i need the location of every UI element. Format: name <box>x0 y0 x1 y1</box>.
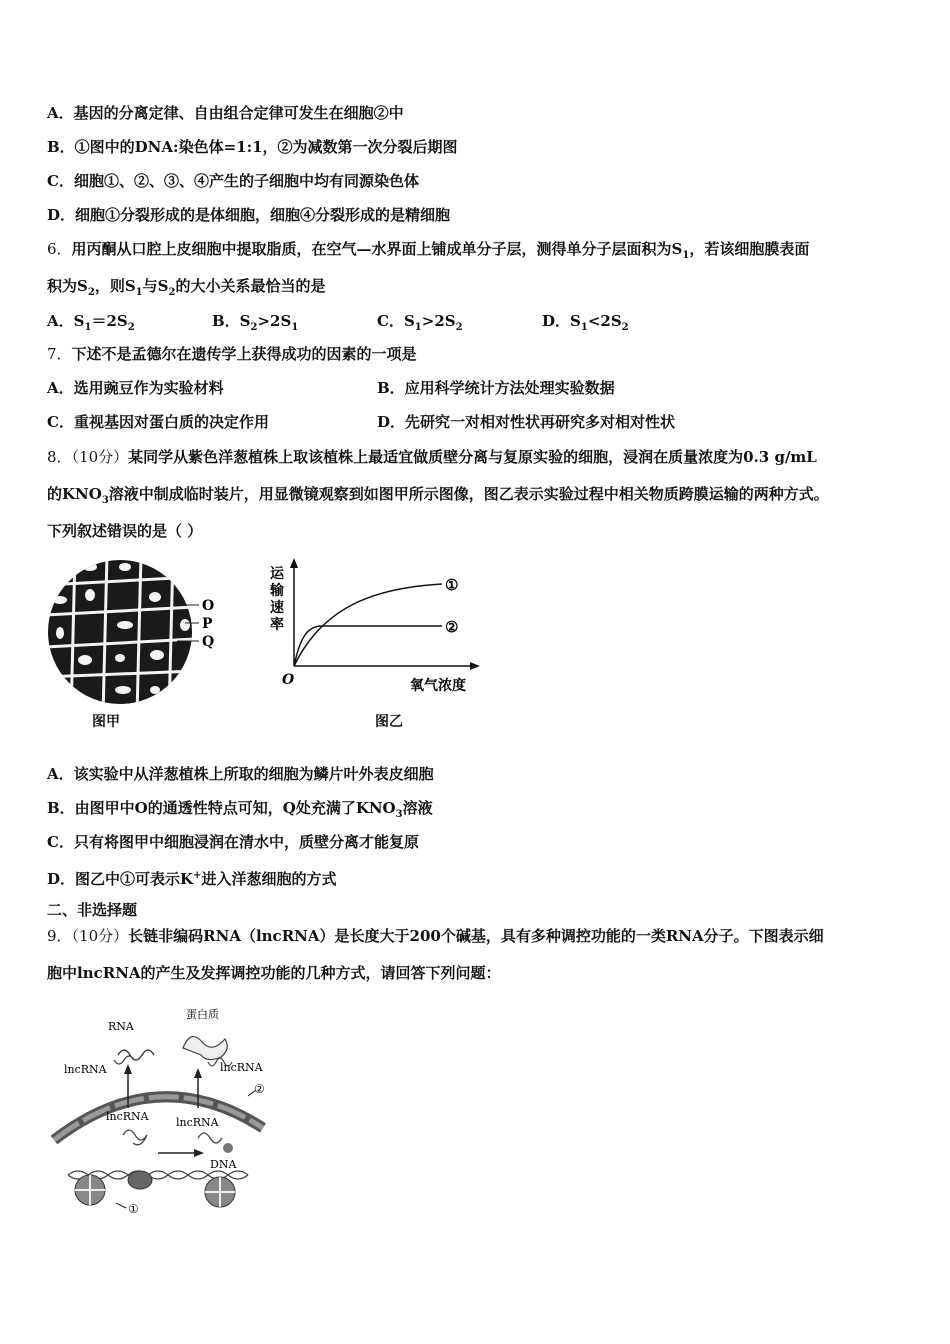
lncrna-strand-top-left <box>114 1056 134 1064</box>
label-lncrna-top-left: lncRNA <box>64 1063 107 1076</box>
figure-yi-graph <box>262 558 492 698</box>
x-axis-arrow <box>470 662 480 670</box>
q7-number: 7． <box>47 345 72 363</box>
label-lncrna-inner-right: lncRNA <box>176 1116 219 1129</box>
label-protein: 蛋白质 <box>186 1008 219 1021</box>
q6-stem-line2: 积为$S_2$，则$S_1$与$S_2$的大小关系最恰当的是 <box>47 277 326 298</box>
label-dna: DNA <box>210 1158 237 1171</box>
label-o: O <box>202 598 215 614</box>
q8-option-d: D．图乙中①可表示K+进入洋葱细胞的方式 <box>47 870 337 888</box>
q6-option-b: B．$S_2>2S_1$ <box>212 312 299 333</box>
ylabel-char-1: 运 <box>270 566 284 582</box>
process-arrow-head <box>194 1149 204 1157</box>
figure-jia-label: 图甲 <box>92 714 120 730</box>
label-lncrna-inner-left: lncRNA <box>106 1110 149 1123</box>
label-p: P <box>202 616 213 632</box>
q8-stem-line2: 的$KNO_3$溶液中制成临时装片，用显微镜观察到如图甲所示图像，图乙表示实验过程中相关物质跨膜运输的两种方式。 <box>47 485 829 506</box>
section-heading: 二、非选择题 <box>47 901 138 919</box>
marker-2: ② <box>254 1082 265 1096</box>
q5-option-c: C．细胞①、②、③、④产生的子细胞中均有同源染色体 <box>47 172 419 190</box>
ylabel-char-2: 输 <box>270 583 284 599</box>
protein-blob <box>183 1037 227 1060</box>
q7-option-a: A．选用豌豆作为实验材料 <box>47 379 224 397</box>
q9-stem-line2: 胞中lncRNA的产生及发挥调控功能的几种方式，请回答下列问题： <box>47 964 501 982</box>
q9-number: 9．（10分） <box>47 927 129 945</box>
q6-number: 6． <box>47 240 72 258</box>
curve-1 <box>294 584 442 666</box>
curve-2-label: ② <box>445 618 459 636</box>
q5-option-a: A．基因的分离定律、自由组合定律可发生在细胞②中 <box>47 104 404 122</box>
lncrna-strand-inner-left <box>123 1130 147 1145</box>
q7-option-d: D．先研究一对相对性状再研究多对相对性状 <box>377 413 676 431</box>
q6-option-d: D．$S_1<2S_2$ <box>542 312 629 333</box>
export-arrow-left-head <box>124 1064 132 1074</box>
polymerase-blob <box>128 1171 152 1189</box>
export-arrow-right-head <box>194 1068 202 1078</box>
q8-option-c: C．只有将图甲中细胞浸润在清水中，质壁分离才能复原 <box>47 833 419 851</box>
q8-number: 8．（10分） <box>47 448 129 466</box>
ylabel-char-3: 速 <box>270 600 284 616</box>
label-q: Q <box>202 634 215 650</box>
q8-option-a: A．该实验中从洋葱植株上所取的细胞为鳞片叶外表皮细胞 <box>47 765 434 783</box>
label-rna: RNA <box>108 1020 134 1033</box>
q8-stem-line1: 8．（10分）某同学从紫色洋葱植株上取该植株上最适宜做质壁分离与复原实验的细胞，浸润在质量浓度为0.3 g/mL <box>47 448 817 466</box>
y-axis-arrow <box>290 558 298 568</box>
q6-option-a: A．$S_1=2S_2$ <box>47 312 135 333</box>
origin-label: O <box>282 672 295 688</box>
label-lncrna-top-right: lncRNA <box>220 1061 263 1074</box>
ylabel-char-4: 率 <box>270 617 284 633</box>
q9-stem-line1: 9．（10分）长链非编码RNA（lncRNA）是长度大于200个碱基，具有多种调控功能的一类RNA分子。下图表示细 <box>47 927 824 945</box>
q5-option-d: D．细胞①分裂形成的是体细胞，细胞④分裂形成的是精细胞 <box>47 206 451 224</box>
q8-stem-line3: 下列叙述错误的是（ ） <box>47 522 203 540</box>
curve-1-label: ① <box>445 576 459 594</box>
figure-yi-label: 图乙 <box>375 714 403 730</box>
marker-1-pointer <box>116 1203 126 1208</box>
nuclear-pores <box>54 1097 263 1140</box>
q6-option-c: C．$S_1>2S_2$ <box>377 312 463 333</box>
lncrna-strand-inner-right <box>198 1133 222 1143</box>
q5-option-b: B．①图中的DNA:染色体=1:1，②为减数第一次分裂后期图 <box>47 138 458 156</box>
bound-complex <box>223 1143 233 1153</box>
q7-option-b: B．应用科学统计方法处理实验数据 <box>377 379 615 397</box>
marker-1: ① <box>128 1202 139 1216</box>
figure-lncrna-diagram <box>48 1000 288 1225</box>
rna-strand-top <box>118 1050 154 1060</box>
xlabel: 氧气浓度 <box>410 678 466 694</box>
q8-option-b: B．由图甲中O的通透性特点可知，Q处充满了$KNO_3$溶液 <box>47 799 433 820</box>
q7-stem: 7．下述不是孟德尔在遗传学上获得成功的因素的一项是 <box>47 345 417 363</box>
figure-jia-micrograph <box>45 555 235 715</box>
q7-option-c: C．重视基因对蛋白质的决定作用 <box>47 413 269 431</box>
q6-stem-line1: 6．用丙酮从口腔上皮细胞中提取脂质，在空气—水界面上铺成单分子层，测得单分子层面积为$S_1$，若该细胞膜表面 <box>47 240 810 261</box>
